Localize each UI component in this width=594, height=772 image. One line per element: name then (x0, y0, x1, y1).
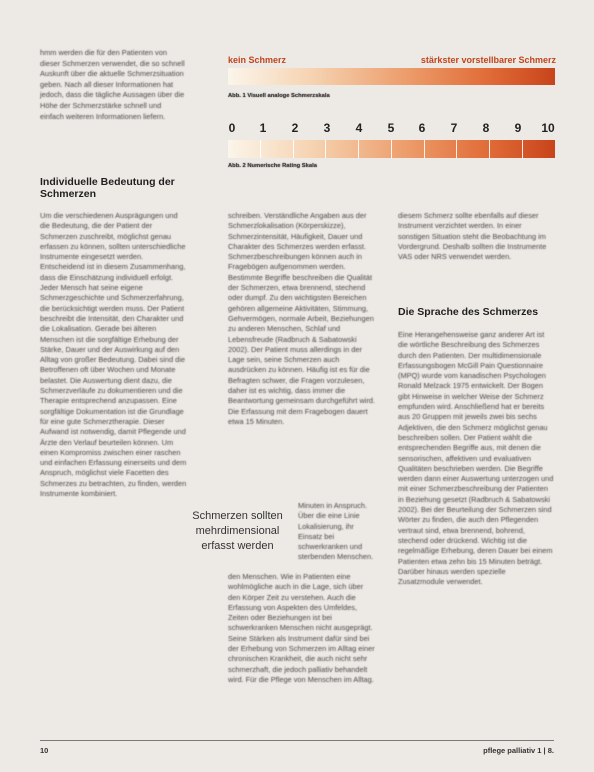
scale-number: 2 (291, 121, 299, 135)
visual-analog-scale-bar (228, 68, 555, 85)
scale-tick (456, 140, 457, 158)
scale-label-left: kein Schmerz (228, 55, 287, 65)
body-column-2-continued: den Menschen. Wie in Patienten eine wohlmögliche auch in die Lage, sich über den Körper Zeit zu verstehen. Auch die Erfassung von Aspekten des Umfeldes, Zeiten oder Beziehungen ist bei schwerkranken Menschen nicht ausgeprägt. Seine Stärken als Instrument dafür sind bei der Erhebung von Schmerzen im Alltag einer chronischen Krankheit, die auch nicht sehr schmerzhaft, die jedoch palliativ behandelt wird. Für die Pflege von Menschen im Alltag. (228, 572, 375, 684)
scale-number: 1 (259, 121, 267, 135)
body-column-3: Eine Herangehensweise ganz anderer Art ist die wörtliche Beschreibung des Schmerzes durch den Patienten. Der multidimensionale Erfassungsbogen McGill Pain Questionnaire (MPQ) wurde vom kanadischen Psychologen Ronald Melzack 1975 entwickelt. Der Bogen gibt Hinweise in welcher Weise der Schmerz empfunden wird. Anschließend hat er bereits aus 20 Gruppen mit jeweils zwei bis sechs Adjektiven, die den Schmerz möglichst genau beschreiben sollen. Der Patient wählt die entsprechenden Begriffe aus, mit denen die sensorischen, affektiven und evaluativen Qualitäten beschrieben werden. Die Begriffe werden dann einer Auswertung unterzogen und mit einer Schmerzbeschreibung der Patienten in Beziehung gesetzt (Radbruch & Sabatowski 2002). Bei der Beurteilung der Schmerzen sind Wörter zu finden, die auch den Pflegenden vertraut sind, etwa brennend, bohrend, stechend oder drückend. Wichtig ist die regelmäßige Erhebung, deren Dauer bei einem Patienten etwa zehn bis 15 Minuten beträgt. Darüber hinaus werden spezielle Zusatzmodule verwendet. (398, 330, 554, 587)
scale-number: 7 (450, 121, 458, 135)
body-column-2: schreiben. Verständliche Angaben aus der Schmerzlokalisation (Körperskizze), Schmerzintensität, Häufigkeit, Dauer und Charakter des Schmerzes werden erfasst. Schmerzbeschreibungen können auch in Fragebögen aufgenommen werden. Bestimmte Begriffe beschreiben die Qualität der Schmerzen, etwa brennend, stechend oder dumpf. Zu den wichtigsten Bereichen gehören allgemeine Aktivitäten, Stimmung, Gehvermögen, normale Arbeit, Beziehungen zu anderen Menschen, Schlaf und Lebensfreude (Radbruch & Sabatowski 2002). Der Patient muss allerdings in der Lage sein, seine Schmerzen auch ausdrücken zu können. Häufig ist es für die Befragten schwer, die Fragen vorzulesen, daher ist es wichtig, dass immer die Beantwortung gemeinsam durchgeführt wird. Die Erfassung mit dem Fragebogen dauert etwa 15 Minuten. (228, 211, 376, 426)
page-number: 10 (40, 746, 49, 755)
scale-label-right: stärkster vorstellbarer Schmerz (420, 55, 556, 65)
pull-quote: Schmerzen sollten mehrdimensional erfasst werden (192, 510, 283, 552)
scale-tick (293, 140, 294, 158)
scale-number: 10 (541, 121, 555, 135)
scale-number: 5 (387, 121, 395, 135)
scale-tick (325, 140, 326, 158)
figure-caption-1: Abb. 1 Visuell analoge Schmerzskala (228, 93, 330, 99)
scale-tick (489, 140, 490, 158)
section-heading-language-of-pain: Die Sprache des Schmerzes (398, 306, 539, 318)
section-heading-individual-meaning: Individuelle Bedeutung der Schmerzen (40, 176, 175, 200)
scale-number: 4 (355, 121, 363, 135)
body-column-3-top: diesem Schmerz sollte ebenfalls auf dieser Instrument verzichtet werden. In einer sonstigen Situation steht die Beobachtung im Vordergrund. Deshalb sollten die Instrumente VAS oder NRS verwendet werden. (398, 211, 547, 262)
scale-tick (424, 140, 425, 158)
numeric-rating-scale-ticks (228, 140, 555, 158)
footer-rule (40, 740, 554, 741)
scale-number: 8 (482, 121, 490, 135)
body-column-1: Um die verschiedenen Ausprägungen und die Bedeutung, die der Patient der Schmerzen zuschreibt, möglichst genau erfassen zu können, sollten unterschiedliche Instrumente eingesetzt werden. Entscheidend ist in diesem Zusammenhang, dass die Einschätzung individuell erfolgt. Jeder Mensch hat seine eigene Schmerzgeschichte und Schmerzerfahrung, die berücksichtigt werden muss. Der Patient beschreibt die Intensität, den Charakter und die Lokalisation. Gerade bei älteren Menschen ist die sorgfältige Erhebung der Stärke, Dauer und der Auswirkung auf den Alltag von großer Bedeutung. Dabei sind die Betroffenen oft über Wochen und Monate belastet. Die Auswertung dient dazu, die Schmerzverläufe zu dokumentieren und die Therapie entsprechend anzupassen. Eine sorgfältige Dokumentation ist die Grundlage für eine gute Schmerztherapie. Dieser Aufwand ist notwendig, damit Pflegende und Ärzte den Verlauf beurteilen können. Um einen Kompromiss zwischen einer raschen und einfachen Erfassung einerseits und dem Anspruch, möglichst viele Facetten des Schmerzes zu betrachten, zu finden, werden Instrumente kombiniert. (40, 211, 187, 499)
scale-number: 0 (228, 121, 236, 135)
scale-number: 3 (323, 121, 331, 135)
journal-name: pflege palliativ 1 | 8. (483, 746, 554, 755)
body-column-2-wrap: Minuten in Anspruch. Über die eine Linie Lokalisierung, ihr Einsatz bei schwerkranken und sterbenden Menschen. (298, 501, 374, 562)
figure-caption-2: Abb. 2 Numerische Rating Skala (228, 163, 317, 169)
scale-number: 9 (514, 121, 522, 135)
rating-scale-numbers (222, 121, 558, 137)
intro-paragraph: hmm werden die für den Patienten von dieser Schmerzen verwendet, die so schnell Auskunft über die aktuelle Schmerzsituation geben. Nach all dieser Informationen hat jedoch, dass die tägliche Aussagen über die Höhe der Schmerzstärke schnell und einfach weiteren Informationen liefern. (40, 48, 185, 121)
scale-tick (260, 140, 261, 158)
scale-tick (522, 140, 523, 158)
scale-tick (391, 140, 392, 158)
scale-number: 6 (418, 121, 426, 135)
scale-tick (358, 140, 359, 158)
